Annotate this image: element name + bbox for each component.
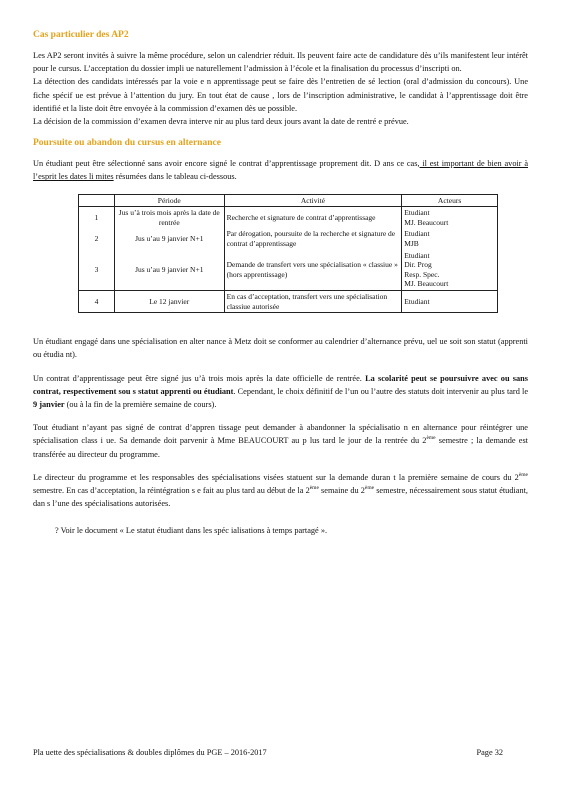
row-activity: Par dérogation, poursuite de la recherche et signature de contrat d’apprentissage: [224, 228, 402, 249]
see-document-note: ? Voir le document « Le statut étudiant dans les spéc ialisations à temps partagé ».: [55, 526, 328, 536]
page-number: Page 32: [476, 748, 503, 757]
contract-bold-text: La scolarité peut se poursuivre avec ou sans contrat, respectivement sou s statut apprenti ou étudiant: [33, 373, 528, 396]
table-header-period: Période: [114, 194, 224, 207]
ordinal-suffix: ème: [364, 485, 375, 492]
section-heading-alternance: Poursuite ou abandon du cursus en alternance: [33, 138, 221, 149]
row-period: Jus u’à trois mois après la date de rentrée: [114, 207, 224, 229]
contract-text-3: (ou à la fin de la première semaine de cours).: [64, 399, 217, 409]
table-row: [79, 207, 498, 229]
table-row: [79, 250, 498, 291]
table-row: [79, 228, 498, 249]
deadlines-table: [78, 194, 498, 314]
contract-deadline: 9 janvier: [33, 399, 65, 409]
reintegration-text-3: semaine du 2: [318, 485, 365, 495]
paragraph-contract: [33, 372, 528, 412]
table-row: [79, 290, 498, 312]
row-period: Jus u’au 9 janvier N+1: [114, 250, 224, 291]
footer-title: Pla uette des spécialisations & doubles diplômes du PGE – 2016-2017: [33, 748, 267, 757]
paragraph-ap2-detection: La détection des candidats intéressés par la voie e n apprentissage peut se faire dès l’entretien de sé lection (oral d’admission du concours). Une fiche spécif ue est prévue à l’attention du jury. En tout état de cause , lors de l’inscription administrative, le candidat à l’apprentissage doit être identifié et la liste doit être envoyée à la commission d’examen dès ue possible.: [33, 77, 528, 113]
paragraph-ap2-procedure: Les AP2 seront invités à suivre la même procédure, selon un calendrier réduit. Ils peuvent faire acte de candidature dès u’ils manifestent leur intérêt pour le cursus. L’acceptation du dossier impli ue naturellement l’admission à l’école et la finalisation du processus d’inscripti on.: [33, 51, 528, 74]
paragraph-reintegration: [33, 471, 528, 511]
ordinal-suffix: ème: [426, 435, 436, 442]
row-activity: En cas d’acceptation, transfert vers une spécialisation classiue autorisée: [224, 290, 402, 312]
contract-text: Un contrat d’apprentissage peut être signé jus u’à trois mois après la date officielle de rentrée.: [33, 373, 366, 383]
row-number: 2: [79, 228, 115, 249]
row-period: Le 12 janvier: [114, 290, 224, 312]
section-heading-ap2: Cas particulier des AP2: [33, 30, 129, 40]
reintegration-text: Le directeur du programme et les responsables des spécialisations visées statuent sur la demande duran t la première semaine de cours du 2: [33, 472, 519, 482]
row-actors: Etudiant MJB: [402, 228, 498, 249]
intro-text: Un étudiant peut être sélectionné sans avoir encore signé le contrat d’apprentissage proprement dit. D ans ce cas,: [33, 159, 420, 169]
row-actors: Etudiant Dir. Prog Resp. Spec. MJ. Beaucourt: [402, 250, 498, 291]
row-number: 3: [79, 250, 115, 291]
paragraph-ap2-decision: La décision de la commission d’examen devra interve nir au plus tard deux jours avant la date de rentré e prévue.: [33, 117, 409, 127]
intro-underlined-text: il est important de bien avoir à l’esprit les dates li mites: [33, 159, 529, 182]
ordinal-suffix: ème: [518, 472, 528, 479]
row-actors: Etudiant: [402, 290, 498, 312]
row-activity: Recherche et signature de contrat d’apprentissage: [224, 207, 402, 229]
table-header-actors: Acteurs: [402, 194, 498, 207]
abandon-text: Tout étudiant n’ayant pas signé de contrat d’appren tissage peut demander à abandonner la spécialisatio n en alternance pour réintégrer une spécialisation class i ue. Sa demande doit parvenir à Mme BEAUCOURT au p lus tard le jour de la rentrée du 2: [33, 423, 528, 446]
paragraph-abandon: [33, 421, 528, 461]
paragraph-calendar: Un étudiant engagé dans une spécialisation en alter nance à Metz doit se conformer au calendrier d’alternance prévu, uel ue soit son statut (apprenti ou étudia nt).: [33, 337, 528, 360]
reintegration-text-4: semestre, nécessairement sous statut étudiant, dan s l’une des spécialisations autorisées.: [33, 485, 528, 509]
row-number: 4: [79, 290, 115, 312]
document-page: [33, 30, 528, 537]
table-header-activity: Activité: [224, 194, 402, 207]
page-footer: [33, 748, 503, 757]
contract-text-2: . Cependant, le choix définitif de l’un ou l’autre des statuts doit intervenir au plus tard le: [233, 386, 529, 396]
reintegration-text-2: semestre. En cas d’acceptation, la réintégration s e fait au plus tard au début de la 2: [33, 485, 310, 495]
table-header-number: [79, 194, 115, 207]
abandon-text-2: semestre ; la demande est transférée au directeur du programme.: [33, 436, 528, 459]
intro-text-end: résumées dans le tableau ci-dessous.: [113, 172, 237, 182]
row-activity: Demande de transfert vers une spécialisation « classiue » (hors apprentissage): [224, 250, 402, 291]
paragraph-intro-alternance: [33, 157, 528, 183]
row-number: 1: [79, 207, 115, 229]
ordinal-suffix: ème: [309, 485, 319, 492]
row-period: Jus u’au 9 janvier N+1: [114, 228, 224, 249]
row-actors: Etudiant MJ. Beaucourt: [402, 207, 498, 229]
